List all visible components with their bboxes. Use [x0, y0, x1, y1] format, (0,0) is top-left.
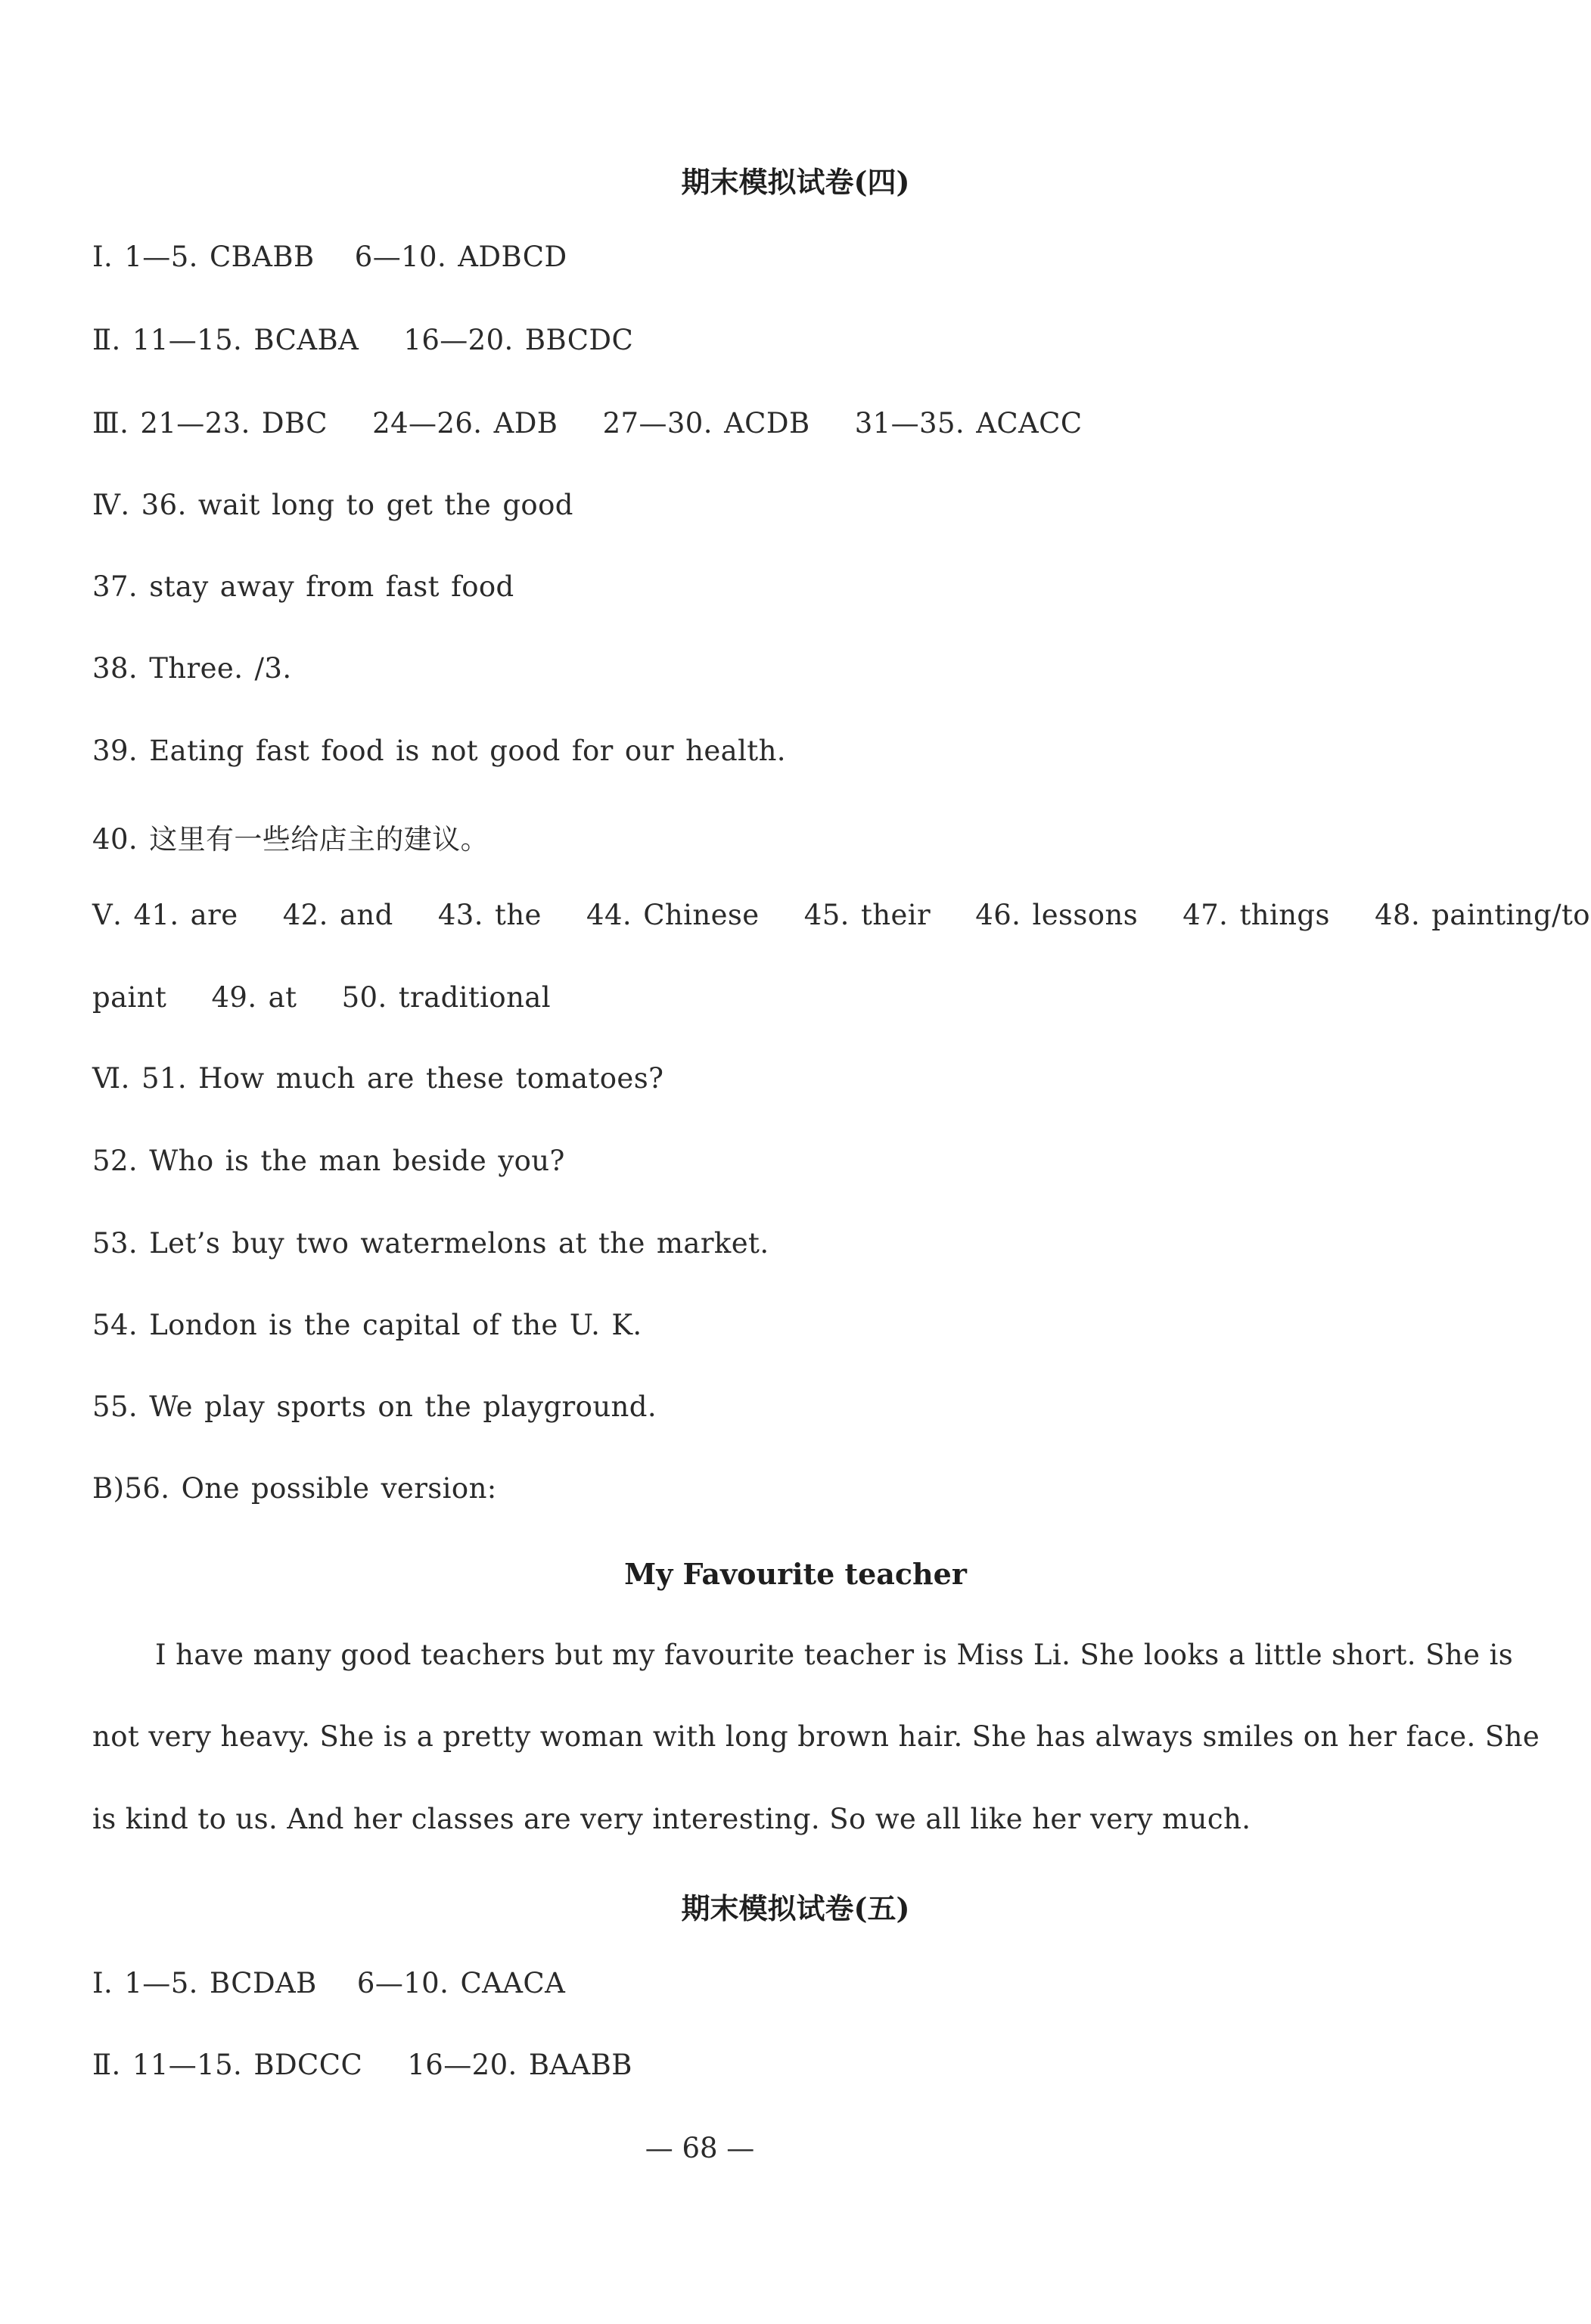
section-numeral: Ⅲ.: [92, 407, 129, 440]
cloze-answer: 45. their: [803, 899, 931, 931]
answer-group: 27—30. ACDB: [602, 407, 810, 440]
cloze-answer: 43. the: [437, 899, 542, 931]
page-number: — 68 —: [645, 2132, 755, 2164]
test5-section1: [92, 1967, 565, 1999]
cloze-answer: 47. things: [1182, 899, 1330, 931]
answer-group: 1—5. BCDAB: [124, 1967, 317, 1999]
cloze-answer: 41. are: [133, 899, 238, 931]
section-numeral: Ⅰ.: [92, 241, 113, 273]
test4-q53: 53. Let’s buy two watermelons at the market.: [92, 1227, 769, 1260]
essay-line-3: is kind to us. And her classes are very interesting. So we all like her very much.: [92, 1803, 1251, 1835]
answer-group: 6—10. CAACA: [356, 1967, 566, 1999]
cloze-answer: 50. traditional: [341, 981, 551, 1014]
test5-title: 期末模拟试卷(五): [681, 1891, 910, 1925]
test4-q55: 55. We play sports on the playground.: [92, 1390, 657, 1423]
essay-title: My Favourite teacher: [624, 1557, 967, 1591]
section-numeral: Ⅰ.: [92, 1967, 113, 1999]
cloze-answer: 49. at: [211, 981, 297, 1014]
section-numeral: Ⅴ.: [92, 899, 123, 931]
cloze-answer: 42. and: [282, 899, 393, 931]
essay-line-1: I have many good teachers but my favourite teacher is Miss Li. She looks a little short. She is: [155, 1639, 1514, 1671]
test4-q38: 38. Three. /3.: [92, 652, 292, 685]
answer-group: 21—23. DBC: [140, 407, 328, 440]
answer-group: 11—15. BDCCC: [132, 2049, 363, 2081]
section-numeral: Ⅱ.: [92, 324, 121, 356]
answer-group: 16—20. BBCDC: [403, 324, 634, 356]
cloze-answer: 46. lessons: [975, 899, 1139, 931]
cloze-answer: 44. Chinese: [586, 899, 760, 931]
answer-group: 24—26. ADB: [372, 407, 558, 440]
test5-section2: [92, 2049, 632, 2081]
test4-section3: [92, 407, 1083, 440]
answer-group: 16—20. BAABB: [407, 2049, 632, 2081]
test4-section1: [92, 241, 567, 273]
test4-title: 期末模拟试卷(四): [681, 165, 910, 199]
test4-q39: 39. Eating fast food is not good for our health.: [92, 735, 786, 767]
answer-group: 6—10. ADBCD: [354, 241, 567, 273]
answer-group: 1—5. CBABB: [124, 241, 315, 273]
test4-q52: 52. Who is the man beside you?: [92, 1145, 565, 1177]
essay-line-2: not very heavy. She is a pretty woman with long brown hair. She has always smiles on her face. She: [92, 1720, 1540, 1753]
test4-section5: [92, 899, 1590, 931]
cloze-answer: 48. painting/to: [1375, 899, 1590, 931]
test4-q36: Ⅳ. 36. wait long to get the good: [92, 489, 573, 521]
test4-q54: 54. London is the capital of the U. K.: [92, 1309, 642, 1341]
test4-b56: B)56. One possible version:: [92, 1472, 497, 1505]
section-numeral: Ⅱ.: [92, 2049, 121, 2081]
test4-section2: [92, 324, 633, 356]
test4-q40: 40. 这里有一些给店主的建议。: [92, 823, 489, 856]
test4-section5-cont: [92, 981, 551, 1014]
test4-q51: Ⅵ. 51. How much are these tomatoes?: [92, 1062, 664, 1095]
cloze-answer: paint: [92, 981, 167, 1014]
test4-q37: 37. stay away from fast food: [92, 570, 514, 603]
answer-group: 11—15. BCABA: [132, 324, 359, 356]
answer-group: 31—35. ACACC: [854, 407, 1083, 440]
